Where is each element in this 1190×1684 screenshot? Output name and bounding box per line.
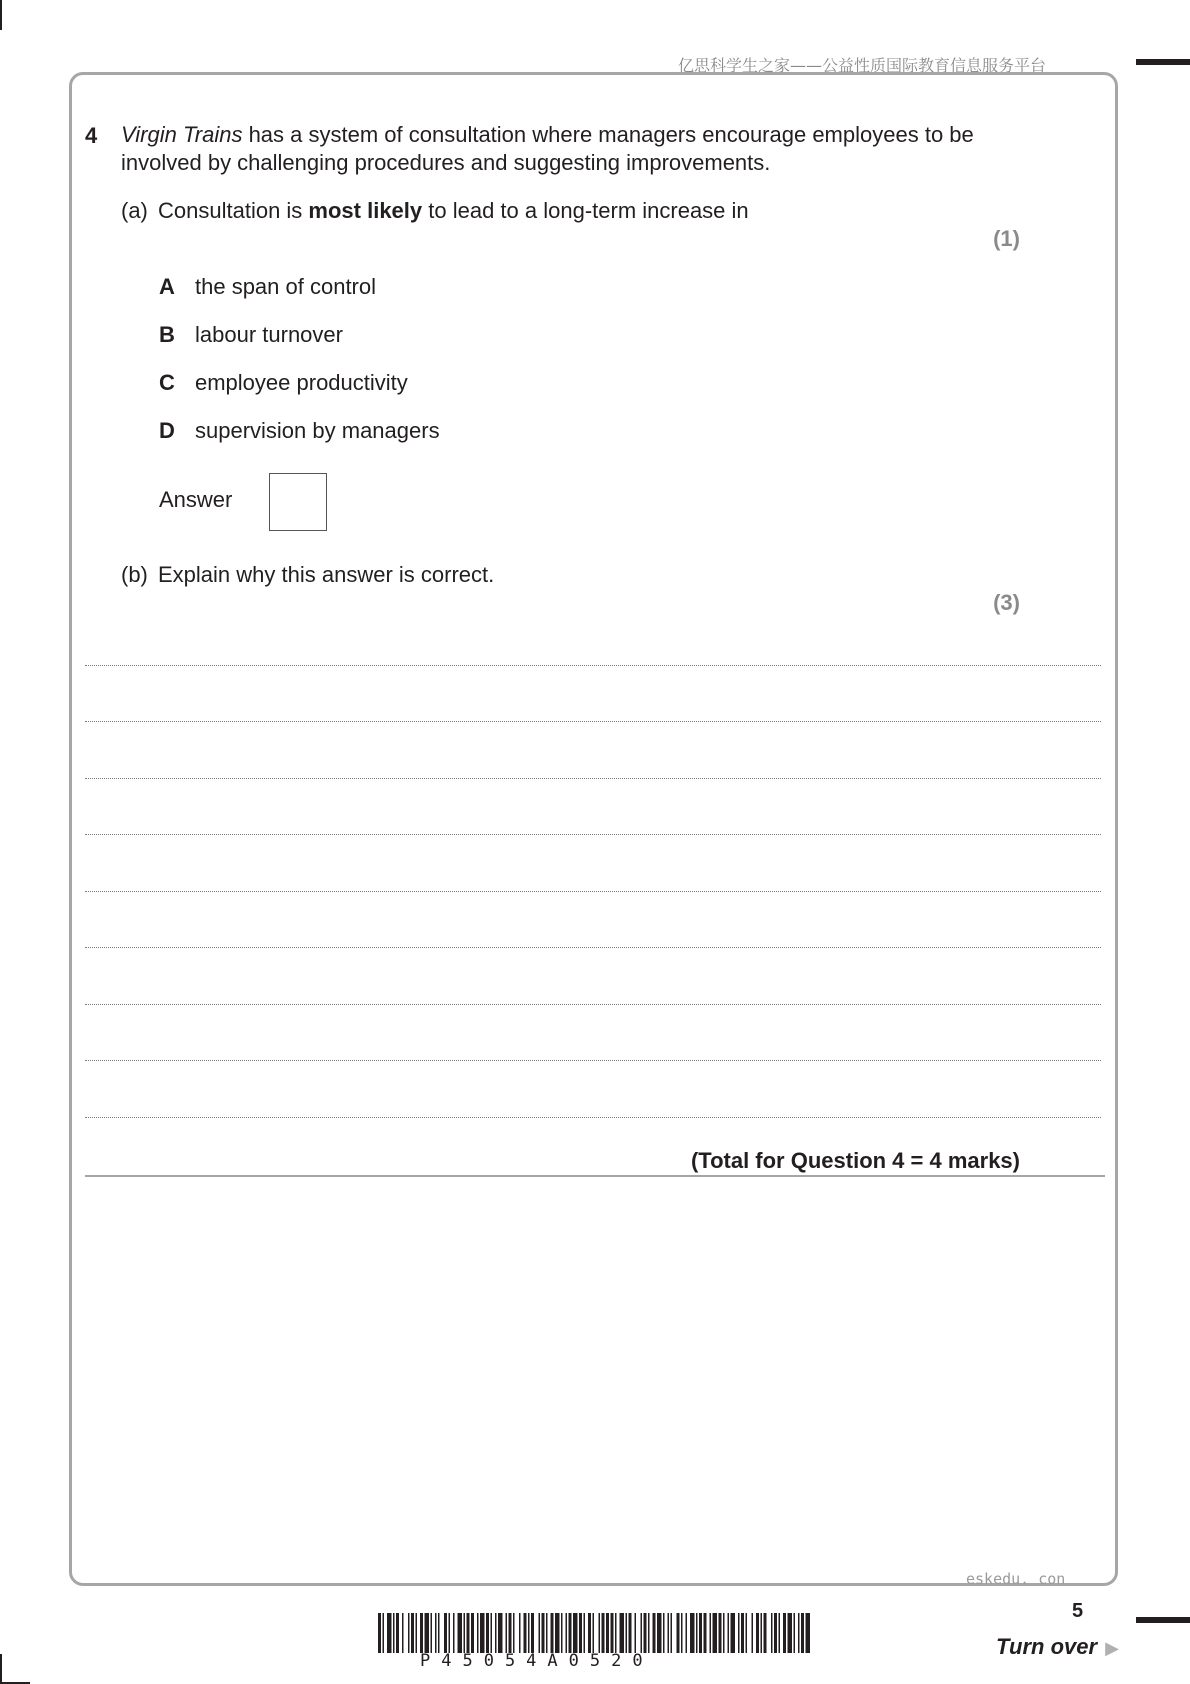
part-a-text-after: to lead to a long-term increase in — [422, 198, 749, 223]
barcode-bar — [416, 1613, 418, 1653]
barcode-bar — [513, 1613, 515, 1653]
barcode-bar — [771, 1613, 773, 1653]
barcode-bar — [438, 1613, 440, 1653]
barcode-bar — [498, 1613, 503, 1653]
barcode-bar — [731, 1613, 736, 1653]
barcode-bar — [686, 1613, 688, 1653]
barcode-bar — [677, 1613, 680, 1653]
barcode-bar — [644, 1613, 647, 1653]
answer-line[interactable] — [85, 891, 1101, 892]
barcode-bar — [393, 1613, 395, 1653]
barcode-bar — [657, 1613, 662, 1653]
barcode-bar — [579, 1613, 582, 1653]
barcode-bar — [396, 1613, 399, 1653]
part-a-text-before: Consultation is — [158, 198, 309, 223]
barcode-bar — [551, 1613, 554, 1653]
answer-line[interactable] — [85, 1060, 1101, 1061]
barcode-bar — [704, 1613, 707, 1653]
part-a-text-bold: most likely — [308, 198, 423, 223]
barcode-bar — [491, 1613, 493, 1653]
answer-line[interactable] — [85, 665, 1101, 666]
barcode-bar — [546, 1613, 548, 1653]
part-b-marks: (3) — [993, 590, 1020, 615]
barcode-bar — [593, 1613, 595, 1653]
barcode-bar — [783, 1613, 786, 1653]
answer-line[interactable] — [85, 1117, 1101, 1118]
barcode-bar — [471, 1613, 474, 1653]
barcode-bar — [668, 1613, 670, 1653]
barcode-bar — [801, 1613, 804, 1653]
question-total: (Total for Question 4 = 4 marks) — [690, 1148, 1020, 1173]
barcode-bar — [464, 1613, 466, 1653]
barcode-bar — [561, 1613, 563, 1653]
barcode-bar — [449, 1613, 451, 1653]
barcode-bar — [629, 1613, 632, 1653]
barcode-bar — [606, 1613, 609, 1653]
option-a-text: the span of control — [195, 274, 377, 299]
option-b-letter: B — [159, 322, 175, 347]
option-d-text: supervision by managers — [195, 418, 440, 443]
barcode-bar — [486, 1613, 489, 1653]
barcode-bar — [653, 1613, 656, 1653]
stem-text: has a system of consultation where managers encourage employees to be involved by challenging procedures and suggesting improvements. — [121, 122, 974, 175]
barcode-bar — [524, 1613, 527, 1653]
barcode-bar — [453, 1613, 455, 1653]
question-stem — [121, 121, 1001, 177]
barcode-bar — [387, 1613, 392, 1653]
page-number: 5 — [1072, 1600, 1084, 1622]
barcode-bar — [383, 1613, 385, 1653]
barcode-bar — [764, 1613, 767, 1653]
barcode-bar — [411, 1613, 414, 1653]
option-d-letter: D — [159, 418, 175, 443]
crop-mark — [0, 0, 2, 30]
triangle-right-icon: ▶ — [1105, 1638, 1119, 1658]
barcode-bar — [741, 1613, 744, 1653]
answer-line[interactable] — [85, 947, 1101, 948]
barcode-bar — [690, 1613, 695, 1653]
barcode-bar — [798, 1613, 800, 1653]
barcode-bar — [477, 1613, 479, 1653]
barcode-bar — [648, 1613, 650, 1653]
barcode-bar — [681, 1613, 683, 1653]
barcode-bar — [539, 1613, 541, 1653]
answer-label: Answer — [159, 487, 233, 512]
barcode-bar — [635, 1613, 637, 1653]
barcode-bar — [431, 1613, 433, 1653]
barcode-bar — [528, 1613, 530, 1653]
answer-box[interactable] — [269, 473, 327, 531]
barcode-bar — [378, 1613, 381, 1653]
barcode-bar — [402, 1613, 404, 1653]
barcode-bar — [620, 1613, 625, 1653]
barcode-bar — [611, 1613, 614, 1653]
barcode-bar — [444, 1613, 447, 1653]
barcode-bar — [626, 1613, 628, 1653]
crop-mark — [0, 1654, 2, 1684]
answer-line[interactable] — [85, 834, 1101, 835]
company-name: Virgin Trains — [121, 122, 243, 147]
footer-watermark: eskedu. con — [966, 1570, 1066, 1588]
part-b-text: Explain why this answer is correct. — [158, 562, 495, 587]
barcode-bar — [728, 1613, 730, 1653]
barcode-bar — [425, 1613, 430, 1653]
barcode-bar — [806, 1613, 811, 1653]
barcode-bar — [599, 1613, 601, 1653]
barcode-bar — [696, 1613, 698, 1653]
barcode-bar — [435, 1613, 437, 1653]
barcode-bar — [509, 1613, 512, 1653]
barcode-bar — [519, 1613, 521, 1653]
barcode-bar — [719, 1613, 722, 1653]
barcode-bar — [458, 1613, 463, 1653]
turn-over — [996, 1634, 1119, 1660]
barcode-bar — [566, 1613, 568, 1653]
barcode-bar — [542, 1613, 545, 1653]
barcode-bar — [699, 1613, 702, 1653]
barcode-bar — [467, 1613, 470, 1653]
barcode-bar — [506, 1613, 508, 1653]
barcode-bar — [480, 1613, 485, 1653]
barcode-bar — [531, 1613, 534, 1653]
barcode-bar — [774, 1613, 777, 1653]
total-divider — [85, 1175, 1105, 1177]
barcode-bar — [641, 1613, 643, 1653]
barcode-text: P45054A0520 — [420, 1651, 654, 1671]
barcode-bar — [756, 1613, 759, 1653]
barcode-bar — [569, 1613, 572, 1653]
question-number: 4 — [85, 123, 98, 148]
part-a-label: (a) — [121, 198, 148, 223]
answer-line[interactable] — [85, 778, 1101, 779]
part-a-marks: (1) — [993, 226, 1020, 251]
part-b-label: (b) — [121, 562, 148, 587]
barcode-bar — [710, 1613, 712, 1653]
barcode-bar — [752, 1613, 754, 1653]
margin-bar — [1136, 1617, 1190, 1623]
barcode-bar — [794, 1613, 796, 1653]
barcode-bar — [584, 1613, 586, 1653]
header-watermark: 亿思科学生之家——公益性质国际教育信息服务平台 — [678, 56, 1047, 75]
option-c-letter: C — [159, 370, 175, 395]
barcode-bar — [555, 1613, 560, 1653]
barcode-bar — [420, 1613, 423, 1653]
option-a-letter: A — [159, 274, 175, 299]
barcode-bar — [788, 1613, 793, 1653]
part-a-text — [158, 198, 749, 224]
barcode-bar — [663, 1613, 665, 1653]
barcode-bar — [602, 1613, 605, 1653]
turn-over-label: Turn over — [996, 1634, 1098, 1659]
barcode-bar — [779, 1613, 781, 1653]
barcode-bar — [723, 1613, 725, 1653]
barcode-bar — [573, 1613, 578, 1653]
margin-bar — [1136, 59, 1190, 65]
option-b-text: labour turnover — [195, 322, 343, 347]
option-c-text: employee productivity — [195, 370, 408, 395]
barcode-bar — [761, 1613, 763, 1653]
barcode-bar — [615, 1613, 617, 1653]
barcode-bar — [738, 1613, 740, 1653]
barcode-bar — [495, 1613, 497, 1653]
barcode — [378, 1613, 810, 1653]
answer-line[interactable] — [85, 721, 1101, 722]
barcode-bar — [671, 1613, 673, 1653]
barcode-bar — [588, 1613, 591, 1653]
barcode-bar — [408, 1613, 410, 1653]
answer-line[interactable] — [85, 1004, 1101, 1005]
barcode-bar — [746, 1613, 748, 1653]
barcode-bar — [713, 1613, 718, 1653]
